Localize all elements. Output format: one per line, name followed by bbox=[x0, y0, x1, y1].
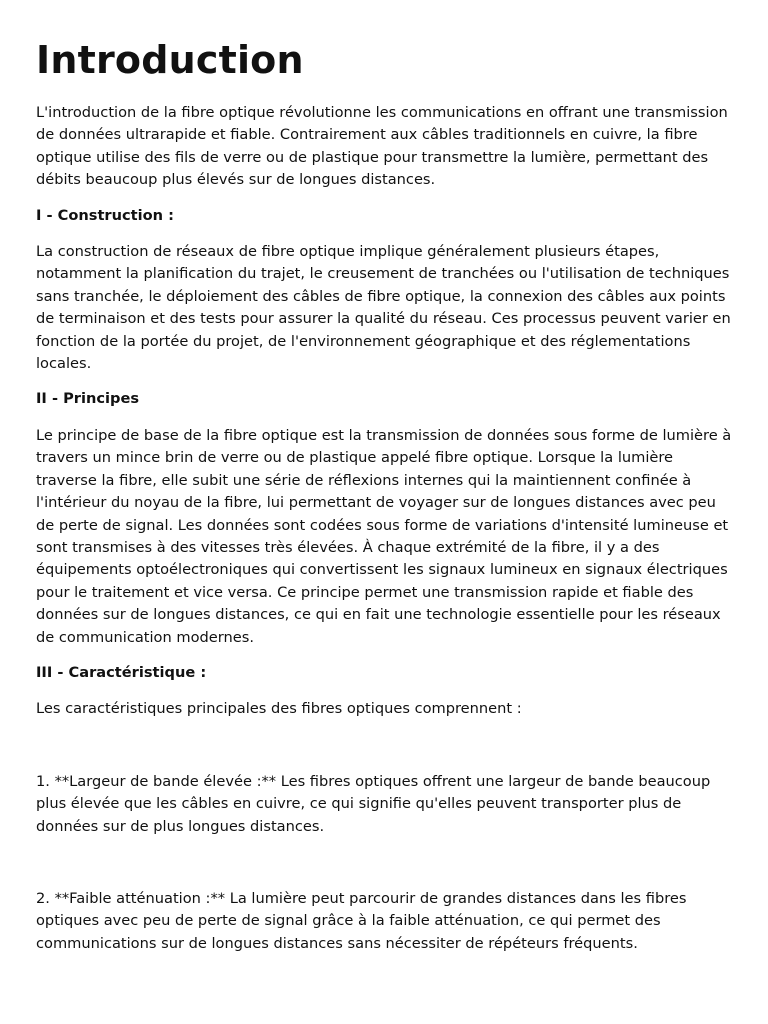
intro-paragraph: L'introduction de la fibre optique révolutionne les communications en offrant une transmission de données ultrarapide et fiable. Contrairement aux câbles traditionnels en cuivre, la fibre optique utilise des fils de verre ou de plastique pour transmettre la lumière, permettant des débits beaucoup plus élevés sur de longues distances. bbox=[36, 104, 728, 189]
section-heading-principes: II - Principes bbox=[36, 390, 140, 408]
list-item: 1. **Largeur de bande élevée :** Les fibres optiques offrent une largeur de bande beaucoup plus élevée que les câbles en cuivre, ce qui signifie qu'elles peuvent transporter plus de données sur de plus longues distances. bbox=[36, 772, 711, 835]
document-page bbox=[36, 34, 738, 1005]
section-construction bbox=[36, 205, 738, 376]
list-item: 2. **Faible atténuation :** La lumière peut parcourir de grandes distances dans les fibres optiques avec peu de perte de signal grâce à la faible atténuation, ce qui permet des communications sur de longues distances sans nécessiter de répéteurs fréquents. bbox=[36, 889, 687, 952]
section-heading-construction: I - Construction : bbox=[36, 206, 174, 224]
page-title: Introduction bbox=[36, 38, 304, 82]
section-heading-caracteristique: III - Caractéristique : bbox=[36, 663, 207, 681]
section-lead-caracteristique: Les caractéristiques principales des fibres optiques comprennent : bbox=[36, 700, 522, 718]
section-principes bbox=[36, 388, 738, 648]
section-caracteristique bbox=[36, 662, 738, 955]
section-body-principes: Le principe de base de la fibre optique est la transmission de données sous forme de lumière à travers un mince brin de verre ou de plastique appelé fibre optique. Lorsque la lumière traverse la fibre, elle subit une série de réflexions internes qui la maintiennent confinée à l'intérieur du noyau de la fibre, lui permettant de voyager sur de longues distances avec peu de perte de signal. Les données sont codées sous forme de variations d'intensité lumineuse et sont transmises à des vitesses très élevées. À chaque extrémité de la fibre, il y a des équipements optoélectroniques qui convertissent les signaux lumineux en signaux électriques pour le traitement et vice versa. Ce principe permet une transmission rapide et fiable des données sur de longues distances, ce qui en fait une technologie essentielle pour les réseaux de communication modernes. bbox=[36, 426, 732, 646]
section-body-construction: La construction de réseaux de fibre optique implique généralement plusieurs étapes, notamment la planification du trajet, le creusement de tranchées ou l'utilisation de techniques sans tranchée, le déploiement des câbles de fibre optique, la connexion des câbles aux points de terminaison et des tests pour assurer la qualité du réseau. Ces processus peuvent varier en fonction de la portée du projet, de l'environnement géographique et des réglementations locales. bbox=[36, 243, 731, 373]
